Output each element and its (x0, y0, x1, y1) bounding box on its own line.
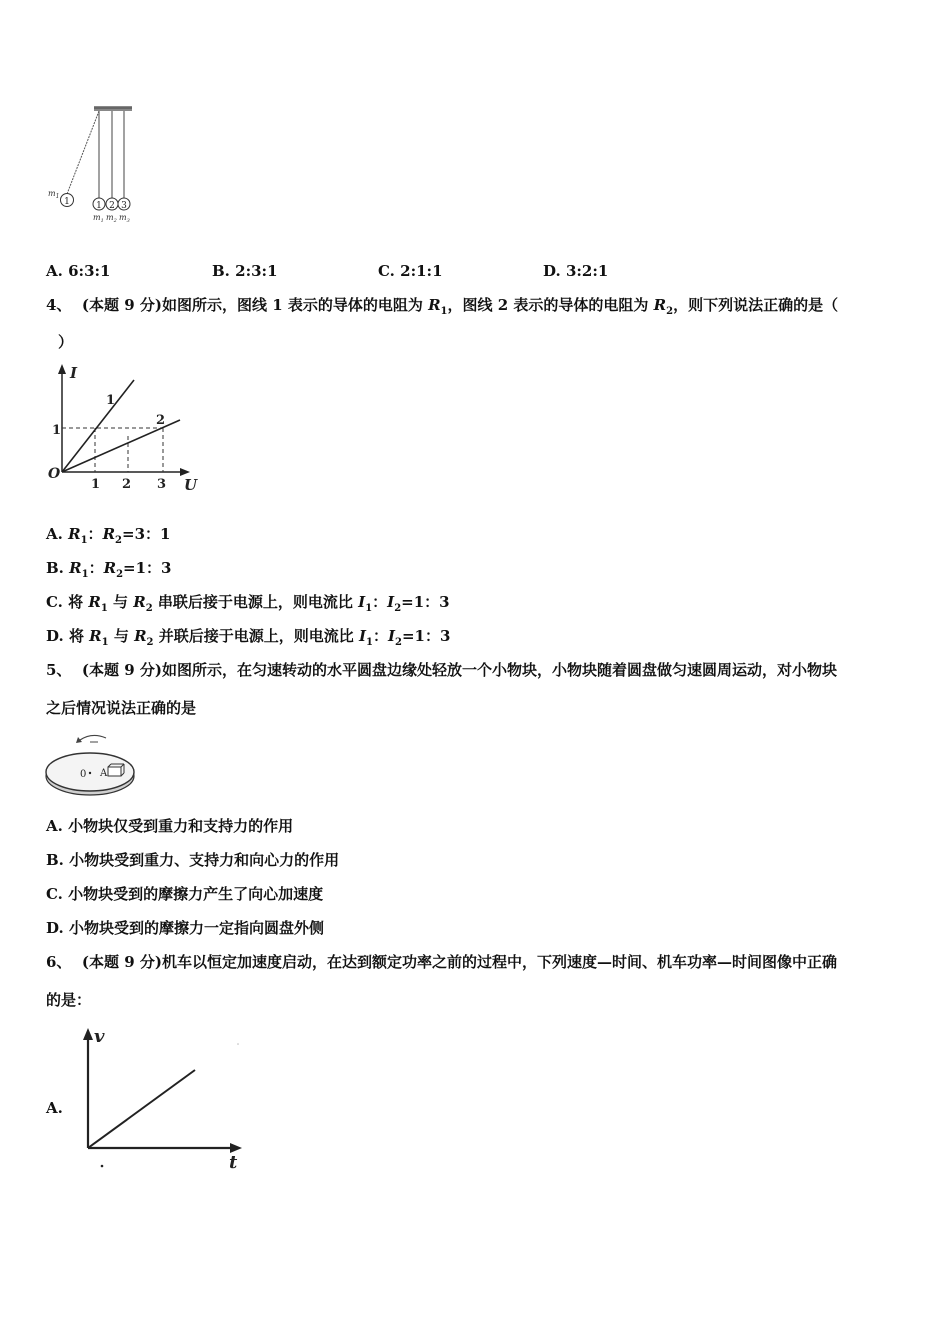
q3-option-a[interactable]: A. 6:3:1 (46, 262, 111, 280)
q3-option-c[interactable]: C. 2:1:1 (378, 262, 443, 280)
disk-center-label: 0 (80, 769, 87, 780)
x-tick-3: 3 (157, 477, 167, 492)
q6-stem-line2: 的是： (46, 991, 92, 1009)
ball-left-label: 1 (64, 197, 70, 207)
q5-stem-line2: 之后情况说法正确的是 (46, 699, 197, 717)
pendulum-figure (44, 96, 144, 228)
y-axis-label: I (70, 364, 78, 382)
ball-2-label: 2 (109, 201, 115, 211)
q4-option-b[interactable]: B. $R_1$：$R_2=1$：3 (46, 559, 172, 580)
velocity-line (88, 1070, 195, 1148)
graph-line-1 (62, 380, 134, 472)
mass-label-2: $m_2$ (106, 213, 117, 224)
mass-label-1: $m_1$ (93, 213, 104, 224)
x-axis-label: t (229, 1152, 238, 1172)
line-1-label: 1 (106, 393, 116, 408)
q5-option-a[interactable]: A. 小物块仅受到重力和支持力的作用 (46, 817, 294, 835)
q3-option-b[interactable]: B. 2:3:1 (212, 262, 278, 280)
y-tick-1: 1 (52, 423, 62, 438)
q5-option-c[interactable]: C. 小物块受到的摩擦力产生了向心加速度 (46, 885, 324, 903)
rotating-disk-figure (44, 728, 140, 798)
origin-label: O (48, 466, 61, 482)
q4-stem-close: ） (58, 333, 74, 351)
block-label: A (100, 768, 108, 779)
y-axis-arrow (83, 1028, 93, 1040)
rotation-arrow-icon (80, 735, 106, 740)
q3-option-d[interactable]: D. 3:2:1 (543, 262, 609, 280)
q4-option-d[interactable]: D. 将 $R_1$ 与 $R_2$ 并联后接于电源上，则电流比 $I_1$：$I_2=1$：3 (46, 627, 451, 648)
x-tick-1: 1 (91, 477, 101, 492)
mass-label-3: $m_3$ (119, 213, 130, 224)
ball-1-label: 1 (96, 201, 102, 211)
y-axis-label: v (94, 1026, 105, 1047)
left-mass-label: $m_1$ (48, 189, 60, 200)
q4-option-c[interactable]: C. 将 $R_1$ 与 $R_2$ 串联后接于电源上，则电流比 $I_1$：$I_2=1$：3 (46, 593, 450, 614)
origin-dot (101, 1165, 104, 1168)
iu-graph (44, 362, 204, 496)
small-block (108, 767, 121, 776)
q5-option-b[interactable]: B. 小物块受到重力、支持力和向心力的作用 (46, 851, 340, 869)
x-axis-arrow (180, 468, 190, 476)
y-axis-arrow (58, 364, 66, 374)
vt-graph (74, 1024, 250, 1172)
q6-option-a-key[interactable]: A. (46, 1099, 63, 1117)
q4-option-a[interactable]: A. $R_1$：$R_2=3$：1 (46, 525, 171, 546)
x-axis-label: U (184, 476, 198, 494)
q4-stem: 4、 (本题 9 分)如图所示，图线 1 表示的导体的电阻为 $R_1$，图线 2 表示的导体的电阻为 $R_2$，则下列说法正确的是（ (46, 296, 839, 317)
x-tick-2: 2 (122, 477, 132, 492)
ball-3-label: 3 (121, 201, 127, 211)
q5-option-d[interactable]: D. 小物块受到的摩擦力一定指向圆盘外侧 (46, 919, 324, 937)
q5-stem-line1: 5、 (本题 9 分)如图所示，在匀速转动的水平圆盘边缘处轻放一个小物块，小物块随着圆盘做匀速圆周运动，对小物块 (46, 661, 837, 679)
q6-stem-line1: 6、 (本题 9 分)机车以恒定加速度启动，在达到额定功率之前的过程中，下列速度—时间、机车功率—时间图像中正确 (46, 953, 837, 971)
line-2-label: 2 (156, 413, 166, 428)
